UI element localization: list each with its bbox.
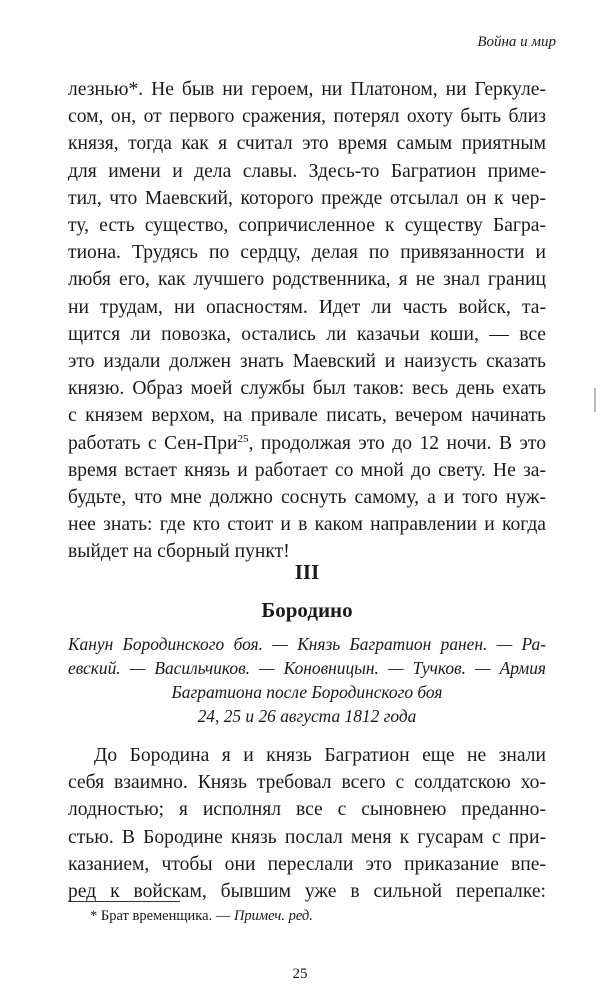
text-line: стью. В Бородине князь послал меня к гусарам с при- [68, 826, 546, 848]
chapter-title: Бородино [261, 598, 353, 622]
text-line: нее знать: где кто стоит и в каком направлении и когда [68, 514, 546, 536]
text-line: До Бородина я и князь Багратион еще не знали [94, 745, 546, 766]
text-line: щится ли повозка, остались ли казачьи коши, — все [68, 323, 546, 345]
text-line: лезнью*. Не быв ни героем, ни Платоном, ни Геркуле- [68, 79, 546, 100]
epigraph [68, 632, 546, 728]
text-line: ред к войскам, бывшим уже в сильной перепалке: [68, 881, 546, 903]
footnote-rule [68, 901, 180, 902]
text-line: будьте, что мне должно соснуть самому, а и того нуж- [68, 487, 546, 509]
text-line: себя взаимно. Князь требовал всего с солдатскою хо- [68, 772, 546, 794]
text-line: для имени и дела славы. Здесь-то Багратион приме- [68, 160, 546, 182]
footnote-reference: 25 [237, 432, 249, 445]
text-line [68, 430, 546, 457]
footnote [90, 908, 313, 925]
margin-mark [594, 388, 596, 412]
text-line: с князем верхом, на привале писать, вечером начинать [68, 405, 546, 427]
running-head: Война и мир [477, 34, 556, 50]
text-line: тиона. Трудясь по сердцу, делая по привязанности и [68, 242, 546, 264]
text-line: любя его, как лучшего родственника, я не знал границ [68, 269, 546, 291]
footnote-editor-note: Примеч. ред. [233, 908, 313, 924]
epigraph-line: Канун Бородинского боя. — Князь Багратион ранен. — Ра- [68, 634, 546, 654]
epigraph-line: 24, 25 и 26 августа 1812 года [197, 706, 417, 726]
text-line: время встает князь и работает со мной до свету. Не за- [68, 459, 546, 481]
text-line: выйдет на сборный пункт! [68, 541, 290, 563]
paragraph-2 [68, 742, 546, 905]
text-line: князю. Образ моей службы был таков: весь день ехать [68, 378, 546, 400]
text-line: это издали должен знать Маевский и наизусть сказать [68, 351, 546, 373]
text-line: сом, он, от первого сражения, потерял охоту быть близ [68, 106, 546, 128]
text-line: тил, что Маевский, которого прежде отсылал он к чер- [68, 187, 546, 209]
text-line: ни трудам, ни опасностям. Идет ли часть войск, та- [68, 296, 546, 318]
text-line: казанием, чтобы они переслали это приказание впе- [68, 853, 546, 875]
page-number: 25 [292, 966, 308, 982]
text-line: лодностью; я исполнял все с сыновнею преданно- [68, 799, 546, 821]
text-line: ту, есть существо, сопричисленное к существу Багра- [68, 215, 546, 237]
paragraph-1 [68, 76, 546, 566]
text-fragment: , продолжая это до 12 ночи. В это [248, 432, 546, 454]
epigraph-line: евский. — Васильчиков. — Коновницын. — Тучков. — Армия [68, 658, 546, 678]
footnote-text: * Брат временщика. — [90, 908, 234, 924]
chapter-number: III [294, 560, 320, 584]
epigraph-line: Багратиона после Бородинского боя [171, 682, 443, 702]
text-fragment: работать с Сен-При [68, 432, 238, 454]
text-line: князя, тогда как я считал это время самым приятным [68, 133, 546, 155]
